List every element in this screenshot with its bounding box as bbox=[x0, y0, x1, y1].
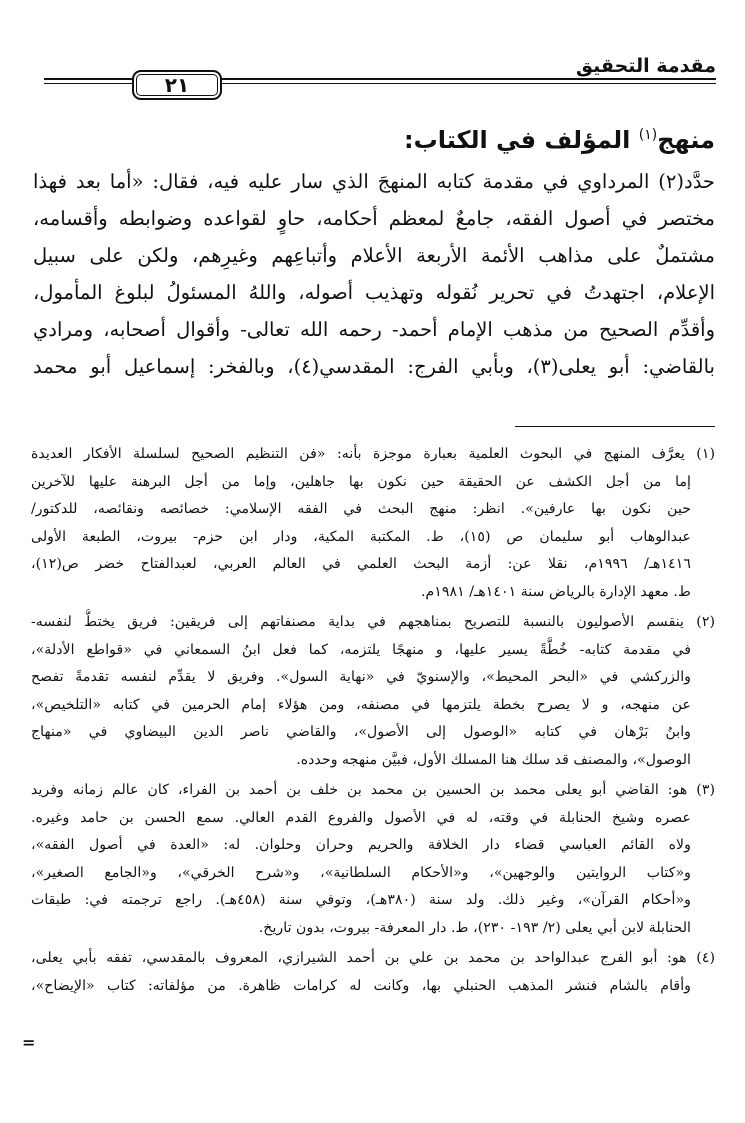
running-header-title: مقدمة التحقيق bbox=[576, 55, 716, 77]
body-line: حدَّد(٢) المرداوي في مقدمة كتابه المنهجَ الذي سار عليه فيه، فقال: «أما بعد فهذا bbox=[33, 170, 715, 193]
running-header bbox=[44, 52, 716, 97]
footnote-line: (٣) هو: القاضي أبو يعلى محمد بن الحسين بن محمد بن خلف بن أحمد بن الفراء، كان عالم زمانه وفريد bbox=[31, 782, 715, 798]
continuation-mark: = bbox=[22, 1033, 36, 1052]
footnote-2 bbox=[31, 609, 715, 774]
section-heading bbox=[35, 118, 715, 157]
footnote-line: و«كتاب الروايتين والوجهين»، و«الأحكام السلطانية»، و«شرح الخرقي»، و«الجامع الصغير»، bbox=[31, 864, 691, 881]
footnote-line: الوصول»، والمصنف قد سلك هنا المسلك الأول، فبيَّن منهجه وحدده. bbox=[296, 751, 691, 768]
footnote-line: عن منهجه، و لا يصرح بخطة يلتزمها في مصنفه، ومن هؤلاء إمام الحرمين في كتابه «التلخيص»، bbox=[31, 696, 691, 713]
footnote-line: (٢) ينقسم الأصوليون بالنسبة للتصريح بمناهجهم في بداية مصنفاتهم إلى فريقين: فريق يختطُّ لنفسه- bbox=[31, 614, 715, 630]
footnote-line: وابنُ بَرْهان في كتابه «الوصول إلى الأصول»، والقاضي ناصر الدين البيضاوي في «منهاج bbox=[31, 724, 691, 740]
footnote-line: والزركشي في «البحر المحيط»، والإسنويّ في «نهاية السول». وفريق لا يقدِّم لنفسه تقدمةً تفصح bbox=[31, 669, 691, 685]
footnote-separator bbox=[515, 426, 715, 427]
footnote-line: عصره وشيخ الحنابلة في وقته، له في الأصول والفروع القدم العالي. سمع الحسن بن حامد وغيره. bbox=[31, 809, 691, 826]
body-paragraph bbox=[33, 163, 715, 385]
heading-word: منهج bbox=[657, 126, 715, 154]
heading-footnote-ref: (١) bbox=[638, 127, 658, 143]
footnote-line: الحنابلة لابن أبي يعلى (٢/ ١٩٣- ٢٣٠)، ط. دار المعرفة- بيروت، بدون تاريخ. bbox=[258, 919, 691, 936]
footnote-line: ولاه القائم العباسي قضاء دار الخلافة والحريم وحران وحلوان. له: «العدة في أصول الفقه»، bbox=[31, 837, 691, 853]
footnote-line: (٤) هو: أبو الفرج عبدالواحد بن محمد بن علي بن أحمد الشيرازي، المعروف بالمقدسي، تفقه بأبي يعلى، bbox=[31, 950, 715, 966]
footnote-1 bbox=[31, 441, 715, 606]
footnote-line: (١) يعرَّف المنهج في البحوث العلمية بعبارة موجزة بأنه: «فن التنظيم الصحيح لسلسلة الأفكار العديدة bbox=[31, 446, 715, 462]
body-line: وأقدِّم الصحيح من مذهب الإمام أحمد- رحمه الله تعالى- وأقوال أصحابه، ومرادي bbox=[33, 318, 715, 341]
footnote-line: عبدالوهاب أبو سليمان ص (١٥)، ط. المكتبة المكية، ودار ابن حزم- بيروت، الطبعة الأولى bbox=[31, 528, 691, 545]
footnote-line: حين نكون بها عارفين». انظر: منهج البحث في الفقه الإسلامي: خصائصه ونقائصه، للدكتور/ bbox=[31, 501, 691, 517]
footnote-line: وأقام بالشام فنشر المذهب الحنبلي بها، وكانت له كرامات ظاهرة. من مؤلفاته: كتاب «الإيضاح»، bbox=[31, 977, 691, 994]
footnote-3 bbox=[31, 777, 715, 942]
footnote-line: ١٤١٦هـ/ ١٩٩٦م، نقلا عن: أزمة البحث العلمي في العالم العربي، لعبدالفتاح خضر ص(١٢)، bbox=[31, 556, 691, 572]
footnote-line: ط. معهد الإدارة بالرياض سنة ١٤٠١هـ/ ١٩٨١م. bbox=[420, 583, 691, 600]
footnote-4 bbox=[31, 945, 715, 1000]
footnote-line: و«أحكام القرآن»، وغير ذلك. ولد سنة (٣٨٠هـ)، وتوفي سنة (٤٥٨هـ). راجع ترجمته في: طبقات bbox=[31, 892, 691, 908]
footnotes bbox=[31, 441, 715, 1003]
body-line: مختصر في أصول الفقه، جامعٌ لمعظم أحكامه، حاوٍ لقواعده وضوابطه وأقسامه، bbox=[33, 207, 715, 230]
body-line: مشتملٌ على مذاهب الأئمة الأربعة الأعلام وأتباعِهم وغيرِهم، ولكن على سبيل bbox=[33, 244, 715, 267]
body-line: بالقاضي: أبو يعلى(٣)، وبأبي الفرج: المقدسي(٤)، وبالفخر: إسماعيل أبو محمد bbox=[33, 355, 715, 378]
footnote-line: إما من أجل الكشف عن الحقيقة حين نكون بها جاهلين، وإما من أجل البرهنة عليها للآخرين bbox=[31, 473, 691, 490]
page-number: ٢١ bbox=[132, 70, 222, 100]
body-line: الإعلام، اجتهدتُ في تحرير نُقوله وتهذيب أصوله، واللهُ المسئولُ لبلوغ المأمول، bbox=[33, 281, 715, 304]
heading-rest: المؤلف في الكتاب: bbox=[403, 126, 639, 154]
footnote-line: في مقدمة كتابه- خُطَّةً يسير عليها، و منهجًا يلتزمه، كما فعل ابنُ السمعاني في «قواطع الأدلة»، bbox=[31, 641, 691, 658]
